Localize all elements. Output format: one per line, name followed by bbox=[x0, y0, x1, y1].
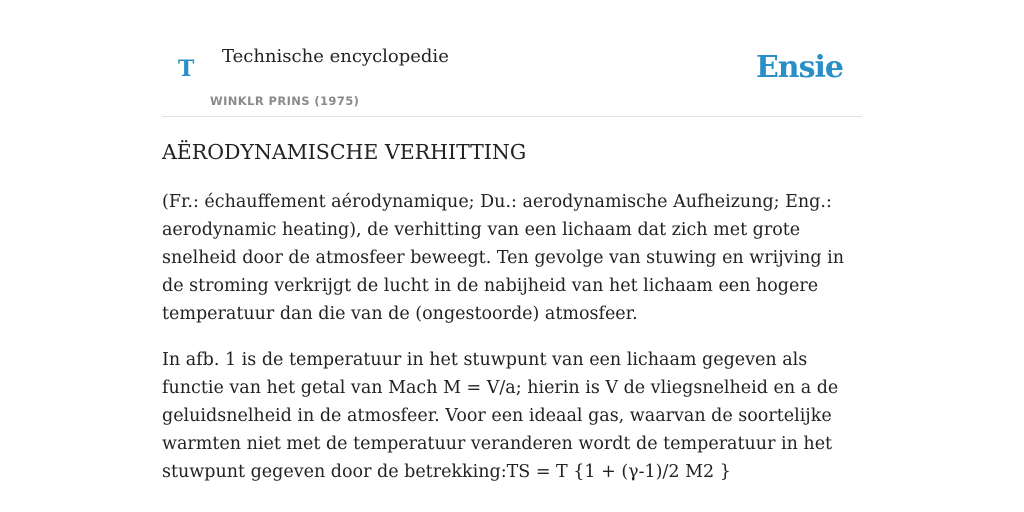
article bbox=[162, 140, 862, 504]
page-header bbox=[162, 0, 862, 117]
source-label: WINKLR PRINS (1975) bbox=[210, 94, 360, 108]
book-title-link[interactable]: Technische encyclopedie bbox=[222, 46, 449, 67]
article-paragraph-2: In afb. 1 is de temperatuur in het stuwpunt van een lichaam gegeven als functie van het getal van Mach M = V/a; hierin is V de vliegsnelheid en a de geluidsnelheid in de atmosfeer. Voor een ideaal gas, waarvan de soortelijke warmten niet met de temperatuur veranderen wordt de temperatuur in het stuwpunt gegeven door de betrekking:TS = T {1 + (γ-1)/2 M2 } bbox=[162, 350, 839, 482]
article-title: AËRODYNAMISCHE VERHITTING bbox=[162, 140, 527, 164]
book-type-icon: T bbox=[178, 56, 195, 82]
article-paragraph-1: (Fr.: échauffement aérodynamique; Du.: aerodynamische Aufheizung; Eng.: aerodynamic heating), de verhitting van een lichaam dat zich met grote snelheid door de atmosfeer beweegt. Ten gevolge van stuwing en wrijving in de stroming verkrijgt de lucht in de nabijheid van het lichaam een hogere temperatuur dan die van de (ongestoorde) atmosfeer. bbox=[162, 192, 845, 324]
ensie-logo[interactable]: Ensie bbox=[755, 50, 843, 85]
